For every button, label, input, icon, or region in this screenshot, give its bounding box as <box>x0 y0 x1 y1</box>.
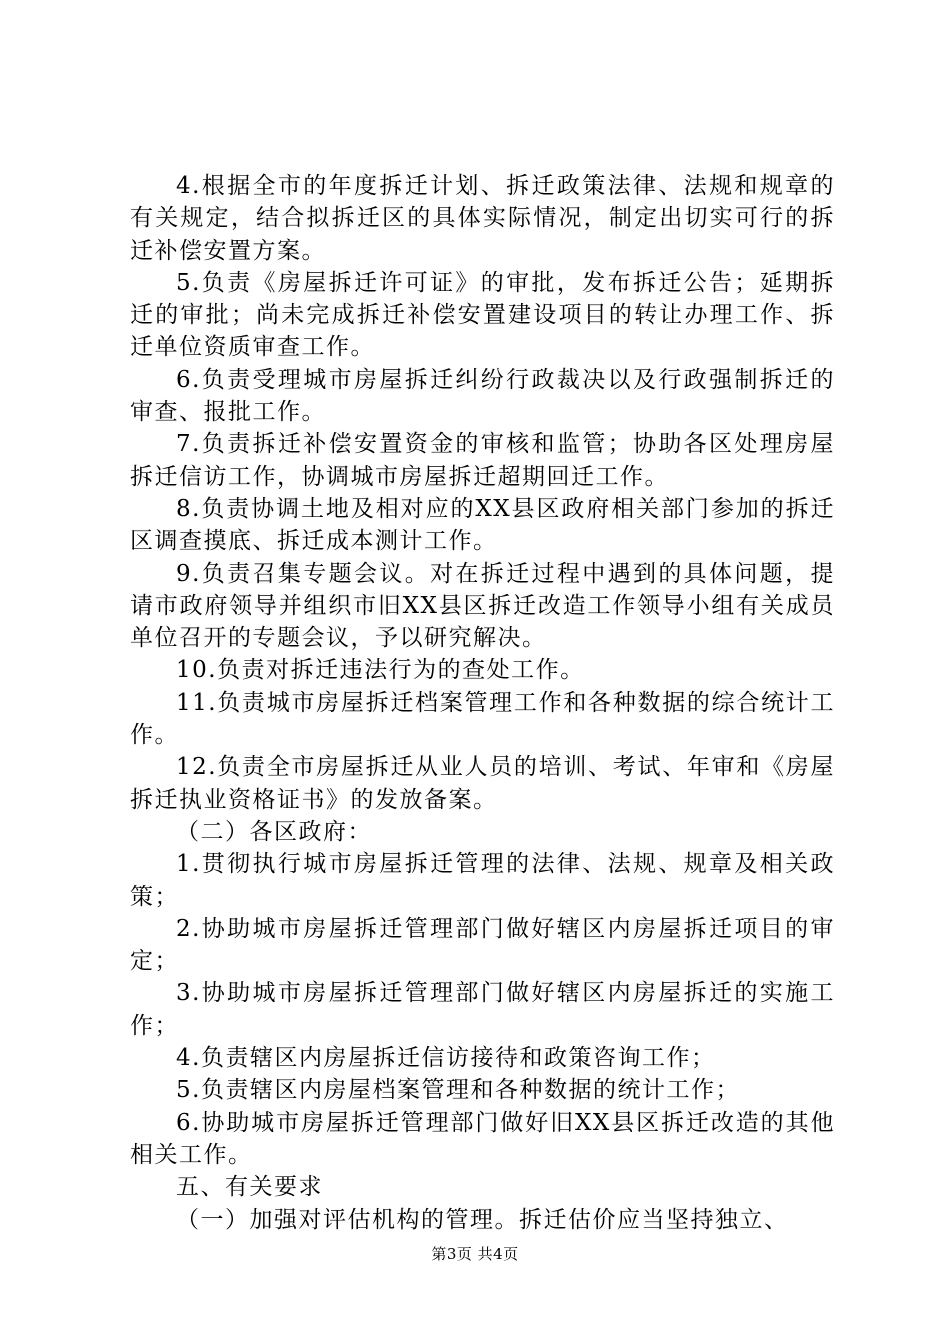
district-item-1: 1.贯彻执行城市房屋拆迁管理的法律、法规、规章及相关政策； <box>130 851 835 910</box>
paragraph-item-4: 4.根据全市的年度拆迁计划、拆迁政策法律、法规和规章的有关规定，结合拟拆迁区的具体实际情况，制定出切实可行的拆迁补偿安置方案。 <box>130 173 835 264</box>
paragraph-item-5: 5.负责《房屋拆迁许可证》的审批，发布拆迁公告；延期拆迁的审批；尚未完成拆迁补偿安置建设项目的转让办理工作、拆迁单位资质审查工作。 <box>130 269 835 361</box>
paragraph-item-10: 10.负责对拆迁违法行为的查处工作。 <box>176 657 585 684</box>
paragraph-item-7: 7.负责拆迁补偿安置资金的审核和监管；协助各区处理房屋拆迁信访工作，协调城市房屋拆迁超期回迁工作。 <box>130 431 835 490</box>
section-heading-requirements: 五、有关要求 <box>176 1174 323 1201</box>
paragraph-item-9: 9.负责召集专题会议。对在拆迁过程中遇到的具体问题，提请市政府领导并组织市旧XX县区拆迁改造工作领导小组有关成员单位召开的专题会议，予以研究解决。 <box>130 560 835 652</box>
paragraph-item-6: 6.负责受理城市房屋拆迁纠纷行政裁决以及行政强制拆迁的审查、报批工作。 <box>130 366 835 426</box>
district-item-5: 5.负责辖区内房屋档案管理和各种数据的统计工作； <box>176 1077 740 1104</box>
district-item-3: 3.协助城市房屋拆迁管理部门做好辖区内房屋拆迁的实施工作； <box>130 980 835 1039</box>
paragraph-item-11: 11.负责城市房屋拆迁档案管理工作和各种数据的综合统计工作。 <box>130 689 835 749</box>
district-item-4: 4.负责辖区内房屋拆迁信访接待和政策咨询工作； <box>176 1045 716 1072</box>
document-body <box>130 170 835 1236</box>
page-footer: 第3页 共4页 <box>431 1245 519 1263</box>
district-item-6: 6.协助城市房屋拆迁管理部门做好旧XX县区拆迁改造的其他相关工作。 <box>130 1109 835 1168</box>
district-item-2: 2.协助城市房屋拆迁管理部门做好辖区内房屋拆迁项目的审定； <box>130 915 835 975</box>
section-heading-district-government: （二）各区政府： <box>176 818 372 845</box>
paragraph-item-12: 12.负责全市房屋拆迁从业人员的培训、考试、年审和《房屋拆迁执业资格证书》的发放备案。 <box>130 754 835 813</box>
requirement-item-1: （一）加强对评估机构的管理。拆迁估价应当坚持独立、 <box>176 1206 789 1233</box>
paragraph-item-8: 8.负责协调土地及相对应的XX县区政府相关部门参加的拆迁区调查摸底、拆迁成本测计工作。 <box>130 495 835 555</box>
